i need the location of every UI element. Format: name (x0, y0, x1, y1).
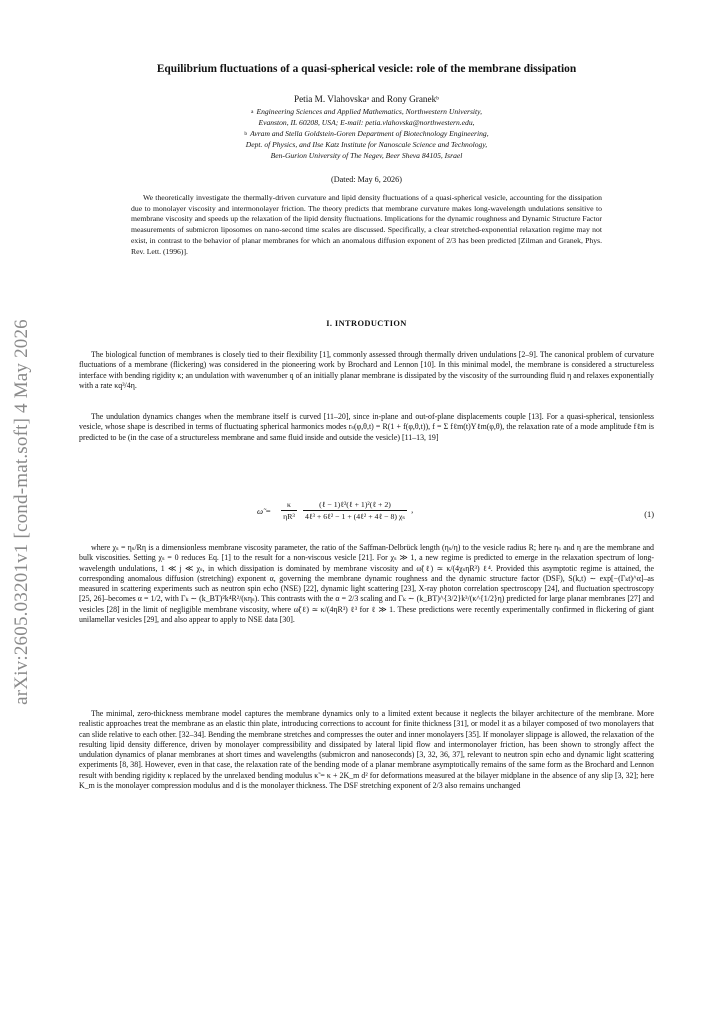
arxiv-identifier: arXiv:2605.03201v1 [cond-mat.soft] 4 May 2026 (11, 319, 32, 705)
affiliation-a-marker: a (251, 109, 254, 115)
affiliation-a-line1 (79, 107, 654, 117)
paragraph-3: where χₛ = ηₛ/Rη is a dimensionless membrane viscosity parameter, the ratio of the Saffman-Delbrück length (ηₛ/η) to the vesicle radius R; here ηₛ and η are the membrane and bulk viscosities. Setting χₛ = 0 reduces Eq. [1] to the result for a non-viscous vesicle [21]. For χₛ ≫ 1, a new regime is predicted to emerge in the relaxation spectrum of long-wavelength undulations, 1 ≪ j ≪ χₛ, in which dissipation is dominated by membrane viscosity and ω̃(ℓ) ≃ κ/(4χₛηR³) ℓ⁴. Provided this asymptotic regime is attained, the corresponding anomalous diffusion (stretching) exponent α, governing the membrane dynamic roughness and the dynamic structure factor (DSF), S(k,t) ∼ exp[−(Γₖt)^α]–as measured in scattering experiments such as neutron spin echo (NSE) [22], dynamic light scattering [23], X-ray photon correlation spectroscopy [24], and fluctuation spectroscopy [25, 26]–becomes α = 1/2, with Γₖ ∼ (k_BT)²k⁴R²/(κηₛ). This contrasts with the α = 2/3 scaling and Γₖ ∼ (k_BT)^{3/2}k³/(κ^{1/2}η) predicted for large planar membranes [27] and vesicles [28] in the limit of negligible membrane viscosity, where ω̃(ℓ) ≃ κ/(4ηR³) ℓ³ for ℓ ≫ 1. These predictions were recently experimentally confirmed in flickering of giant unilamellar vesicles [29], and also appear to apply to NSE data [30]. (79, 543, 654, 625)
affiliation-b-marker: b (244, 131, 248, 137)
equation-fraction-2-numerator: (ℓ − 1)ℓ²(ℓ + 1)²(ℓ + 2) (303, 500, 407, 511)
paragraph-4: The minimal, zero-thickness membrane model captures the membrane dynamics only to a limited extent because it neglects the bilayer architecture of the membrane. More realistic approaches treat the membrane as an elastic thin plate, introducing corrections to account for finite thickness [31], or model it as a bilayer composed of two monolayers that can slide relative to each other. [32–34]. Bending the membrane stretches and compresses the outer and inner monolayers [35]. If monolayer slippage is allowed, the relaxation of the resulting lipid density difference, driven by monolayer compressibility and dissipated by lateral lipid flow and intermonolayer friction, has been shown to strongly affect the undulation dynamics of planar membranes at short times and wavelengths (submicron and nanoseconds) [3, 32, 36, 37], relevant to neutron spin echo and dynamic light scattering experiments [8, 38]. However, even in that case, the relaxation rate of the bending mode of a planar membrane asymptotically remains of the same form as the Brochard and Lennon result with bending rigidity κ replaced by the unrelaxed bending modulus κ̃ = κ + 2K_m d² for deformations measured at the bilayer midplane in the absence of any slip [3, 32]; here K_m is the monolayer compression modulus and d is the monolayer thickness. The DSF stretching exponent of 2/3 also remains unchanged (79, 709, 654, 791)
equation-trailing-comma: , (411, 504, 414, 515)
equation-fraction-2-denominator: 4ℓ³ + 6ℓ² − 1 + (4ℓ² + 4ℓ − 8) χₛ (304, 512, 406, 521)
affiliation-b-text1: Avram and Stella Goldstein-Goren Department of Biotechnology Engineering, (250, 129, 489, 138)
equation-fraction-1 (281, 500, 297, 521)
affiliation-a-text1: Engineering Sciences and Applied Mathematics, Northwestern University, (256, 107, 482, 116)
affiliation-b-line3: Ben-Gurion University of The Negev, Beer Sheva 84105, Israel (270, 151, 463, 160)
affiliation-a-line2: Evanston, IL 60208, USA; E-mail: petia.vlahovska@northwestern.edu, (258, 118, 475, 127)
affiliation-b-line1 (79, 129, 654, 139)
dated-line: (Dated: May 6, 2026) (331, 175, 402, 184)
paper-title: Equilibrium fluctuations of a quasi-spherical vesicle: role of the membrane dissipation (156, 63, 577, 75)
affiliation-b-line2: Dept. of Physics, and Ilse Katz Institute for Nanoscale Science and Technology, (245, 140, 488, 149)
paragraph-2: The undulation dynamics changes when the membrane itself is curved [11–20], since in-plane and out-of-plane displacements couple [13]. For a quasi-spherical, tensionless vesicle, whose shape is described in terms of fluctuating spherical harmonics modes rₛ(φ,θ,t) = R(1 + f(φ,θ,t)), f = Σ fℓm(t)Yℓm(φ,θ), the relaxation rate of a mode amplitude fℓm is predicted to be (in the case of a structureless membrane and same fluid inside and outside the vesicle) [11–13, 19] (79, 412, 654, 442)
author-list: Petia M. Vlahovskaᵃ and Rony Granekᵇ (293, 94, 440, 104)
abstract: We theoretically investigate the thermally-driven curvature and lipid density fluctuations of a quasi-spherical vesicle, accounting for the dissipation due to monolayer viscosity and intermonolayer friction. The theory predicts that membrane curvature makes long-wavelength undulations sensitive to membrane viscosity and speeds up the relaxation of the lipid density fluctuations. Implications for the dynamic roughness and Dynamic Structure Factor measurements of submicron liposomes on nano-second time scales are discussed. Specifically, a clear stretched-exponential relaxation regime may not exist, in contrast to the behavior of planar membranes for which an anomalous diffusion exponent of 2/3 has been predicted [Zilman and Granek, Phys. Rev. Lett. (1996)]. (131, 193, 602, 256)
equation-1 (79, 500, 654, 530)
equation-fraction-2 (303, 500, 407, 521)
section-heading-introduction: I. INTRODUCTION (326, 319, 407, 328)
equation-fraction-1-numerator: κ (281, 500, 297, 511)
paragraph-1: The biological function of membranes is closely tied to their flexibility [1], commonly assessed through thermally driven undulations [2–9]. The canonical problem of curvature fluctuations of a membrane (flickering) was considered in the pioneering work by Brochard and Lennon [10]. In this minimal model, the membrane is considered a structureless interface with bending rigidity κ; an undulation with wavenumber q of an initially planar membrane is dissipated by the viscosity of the surrounding fluid η and relaxes exponentially with a rate κq³/4η. (79, 350, 654, 390)
equation-lhs: ω̃ = (257, 505, 272, 516)
equation-number: (1) (644, 510, 654, 519)
equation-fraction-1-denominator: ηR³ (283, 512, 295, 521)
equation-body (257, 500, 587, 530)
